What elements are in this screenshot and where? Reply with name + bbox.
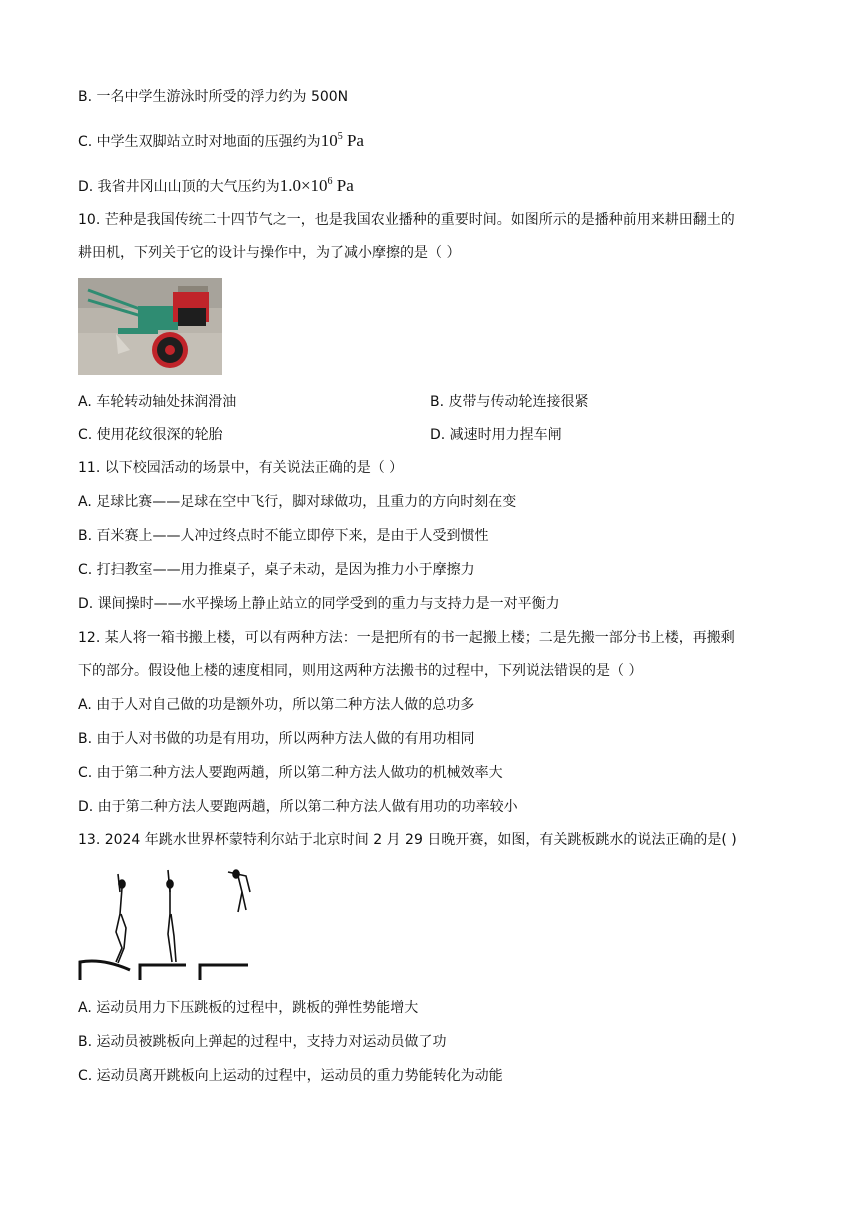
diving-figure — [78, 862, 258, 982]
q12-option-a: A. 由于人对自己做的功是额外功，所以第二种方法人做的总功多 — [78, 697, 475, 713]
q9-option-b: B. 一名中学生游泳时所受的浮力约为 500N — [78, 89, 349, 105]
q9-option-c-exponent: 5 — [337, 131, 343, 142]
q11-option-a: A. 足球比赛——足球在空中飞行，脚对球做功，且重力的方向时刻在变 — [78, 494, 517, 510]
q12-stem-line-2: 下的部分。假设他上楼的速度相同，则用这两种方法搬书的过程中，下列说法错误的是（ ） — [78, 663, 643, 679]
q13-stem: 13. 2024 年跳水世界杯蒙特利尔站于北京时间 2 月 29 日晚开赛，如图，有关跳板跳水的说法正确的是( ) — [78, 832, 737, 848]
q10-stem-line-1: 10. 芒种是我国传统二十四节气之一，也是我国农业播种的重要时间。如图所示的是播种前用来耕田翻土的 — [78, 212, 735, 228]
q11-option-d: D. 课间操时——水平操场上静止站立的同学受到的重力与支持力是一对平衡力 — [78, 596, 560, 612]
q12-option-c: C. 由于第二种方法人要跑两趟，所以第二种方法人做功的机械效率大 — [78, 765, 503, 781]
q9-option-d-exponent: 6 — [327, 176, 333, 187]
q9-option-c-base: 10 — [320, 131, 338, 150]
q12-stem-line-1: 12. 某人将一箱书搬上楼，可以有两种方法：一是把所有的书一起搬上楼；二是先搬一部分书上楼，再搬剩 — [78, 630, 735, 646]
q9-option-c-text: C. 中学生双脚站立时对地面的压强约为 — [78, 134, 321, 150]
q9-option-c-formula — [321, 131, 364, 150]
diver-2 — [167, 870, 176, 962]
q11-option-c: C. 打扫教室——用力推桌子，桌子未动，是因为推力小于摩擦力 — [78, 562, 475, 578]
q10-option-a: A. 车轮转动轴处抹润滑油 — [78, 394, 237, 410]
q12-option-d: D. 由于第二种方法人要跑两趟，所以第二种方法人做有用功的功率较小 — [78, 799, 518, 815]
q13-option-a: A. 运动员用力下压跳板的过程中，跳板的弹性势能增大 — [78, 1000, 419, 1016]
q11-stem: 11. 以下校园活动的场景中，有关说法正确的是（ ） — [78, 460, 404, 476]
q9-option-c — [78, 127, 364, 152]
q10-option-c: C. 使用花纹很深的轮胎 — [78, 427, 223, 443]
q13-option-b: B. 运动员被跳板向上弹起的过程中，支持力对运动员做了功 — [78, 1034, 447, 1050]
q11-option-b: B. 百米赛上——人冲过终点时不能立即停下来，是由于人受到惯性 — [78, 528, 489, 544]
q13-option-c: C. 运动员离开跳板向上运动的过程中，运动员的重力势能转化为动能 — [78, 1068, 503, 1084]
q10-option-b: B. 皮带与传动轮连接很紧 — [430, 394, 589, 410]
q9-option-c-unit: Pa — [342, 131, 364, 150]
diver-1 — [116, 874, 126, 963]
q9-option-d-formula — [280, 176, 354, 195]
diver-3 — [228, 870, 250, 912]
q10-option-d: D. 减速时用力捏车闸 — [430, 427, 562, 443]
q9-option-d — [78, 172, 354, 197]
q10-stem-line-2: 耕田机，下列关于它的设计与操作中，为了减小摩擦的是（ ） — [78, 245, 461, 261]
q9-option-d-base: 1.0×10 — [279, 176, 328, 195]
q12-option-b: B. 由于人对书做的功是有用功，所以两种方法人做的有用功相同 — [78, 731, 475, 747]
tractor-photo — [78, 278, 222, 375]
q9-option-d-text: D. 我省井冈山山顶的大气压约为 — [78, 179, 280, 195]
q9-option-d-unit: Pa — [332, 176, 354, 195]
